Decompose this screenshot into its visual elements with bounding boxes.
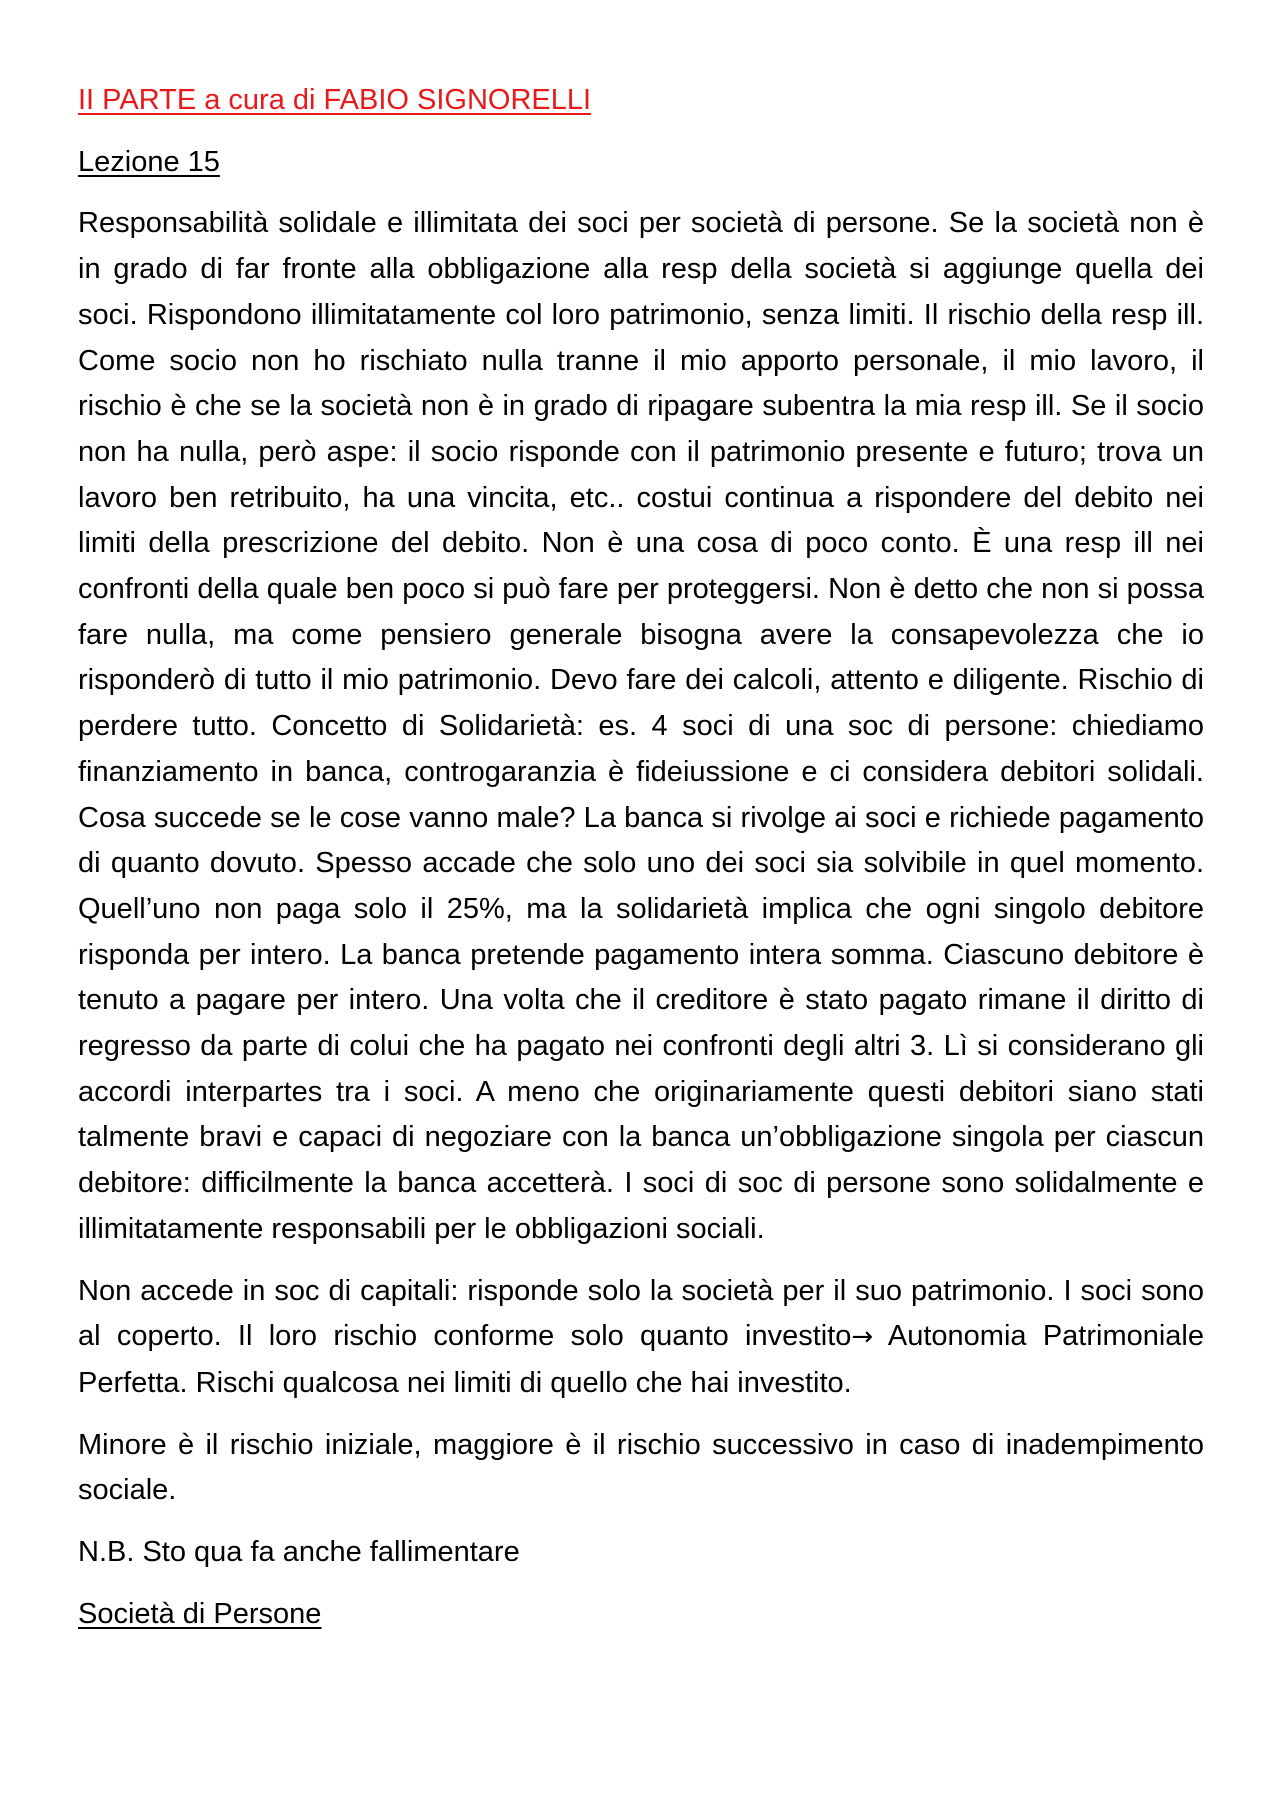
right-arrow-icon: → <box>851 1322 874 1353</box>
paragraph-risk: Minore è il rischio iniziale, maggiore è il rischio successivo in caso di inadempimento sociale. <box>78 1428 1204 1507</box>
section-title-text: Società di Persone <box>78 1597 322 1630</box>
section-title <box>78 1592 1204 1638</box>
part-title-text: II PARTE a cura di FABIO SIGNORELLI <box>78 84 592 116</box>
paragraph-liability: Responsabilità solidale e illimitata dei soci per società di persone. Se la società non è in grado di far fronte alla obbligazione alla resp della società si aggiunge quella dei soci. Rispondono illimitatamente col loro patrimonio, senza limiti. Il rischio della resp ill. Come socio non ho rischiato nulla tranne il mio apporto personale, il mio lavoro, il rischio è che se la società non è in grado di ripagare subentra la mia resp ill. Se il socio non ha nulla, però aspe: il socio risponde con il patrimonio presente e futuro; trova un lavoro ben retribuito, ha una vincita, etc.. costui continua a rispondere del debito nei limiti della prescrizione del debito. Non è una cosa di poco conto. È una resp ill nei confronti della quale ben poco si può fare per proteggersi. Non è detto che non si possa fare nulla, ma come pensiero generale bisogna avere la consapevolezza che io risponderò di tutto il mio patrimonio. Devo fare dei calcoli, attento e diligente. Rischio di perdere tutto. Concetto di Solidarietà: es. 4 soci di una soc di persone: chiediamo finanziamento in banca, controgaranzia è fideiussione e ci considera debitori solidali. Cosa succede se le cose vanno male? La banca si rivolge ai soci e richiede pagamento di quanto dovuto. Spesso accade che solo uno dei soci sia solvibile in quel momento. Quell’uno non paga solo il 25%, ma la solidarietà implica che ogni singolo debitore risponda per intero. La banca pretende pagamento intera somma. Ciascuno debitore è tenuto a pagare per intero. Una volta che il creditore è stato pagato rimane il diritto di regresso da parte di colui che ha pagato nei confronti degli altri 3. Lì si considerano gli accordi interpartes tra i soci. A meno che originariamente questi debitori siano stati talmente bravi e capaci di negoziare con la banca un’obbligazione singola per ciascun debitore: difficilmente la banca accetterà. I soci di soc di persone sono solidalmente e illimitatamente responsabili per le obbligazioni sociali. <box>78 207 1204 1245</box>
lesson-title-text: Lezione 15 <box>78 145 220 178</box>
paragraph-capital-companies <box>78 1269 1204 1407</box>
part-title <box>78 78 1204 124</box>
document-page <box>78 78 1204 1654</box>
capital-text-after: Autonomia Patrimoniale Perfetta. Rischi qualcosa nei limiti di quello che hai investito. <box>78 1320 1205 1399</box>
lesson-title <box>78 140 1204 186</box>
capital-text-before: Non accede in soc di capitali: risponde solo la società per il suo patrimonio. I soci sono al coperto. Il loro rischio conforme solo quanto investito <box>78 1274 1204 1353</box>
note: N.B. Sto qua fa anche fallimentare <box>78 1536 520 1569</box>
